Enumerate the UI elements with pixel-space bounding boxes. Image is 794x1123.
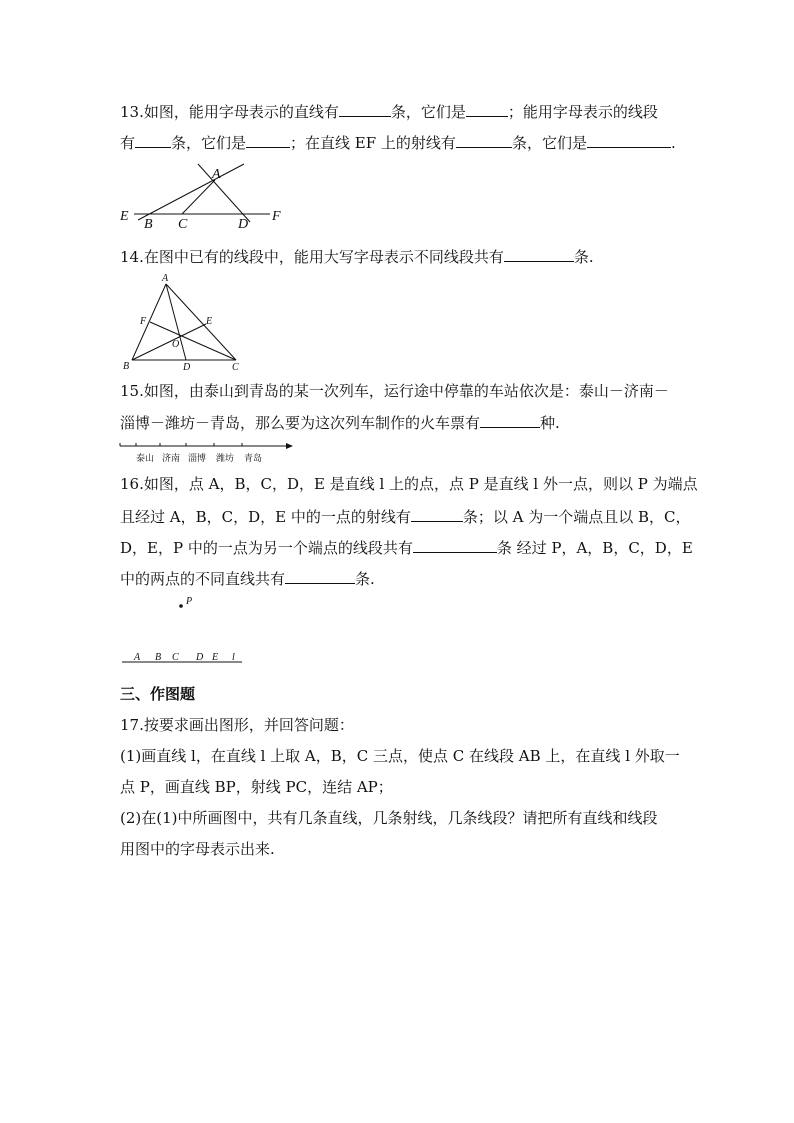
answer-blank[interactable] xyxy=(135,131,171,148)
answer-blank[interactable] xyxy=(466,100,508,117)
q13-line-1: 13.如图，能用字母表示的直线有 条，它们是 ；能用字母表示的线段 xyxy=(120,100,658,123)
label-F: F xyxy=(140,316,147,327)
label-E: E xyxy=(212,652,219,663)
label-E: E xyxy=(206,316,213,327)
q17-line-3: 点 P，画直线 BP，射线 PC，连结 AP； xyxy=(120,778,393,796)
label-B: B xyxy=(123,361,130,372)
answer-blank[interactable] xyxy=(480,411,540,428)
label-A: A xyxy=(134,652,141,663)
label-C: C xyxy=(172,652,179,663)
answer-blank[interactable] xyxy=(246,131,290,148)
label-F: F xyxy=(272,209,281,224)
q17-line-2: (1)画直线 l，在直线 l 上取 A，B，C 三点，使点 C 在线段 AB 上，在直线 l 外取一 xyxy=(120,747,680,765)
label-B: B xyxy=(144,217,153,232)
section-title: 三、作图题 xyxy=(120,685,196,703)
q15-railway-figure xyxy=(118,440,298,466)
answer-blank[interactable] xyxy=(339,100,391,117)
q14-line-1: 14.在图中已有的线段中，能用大写字母表示不同线段共有 条. xyxy=(120,245,594,268)
q16-line-3: D，E，P 中的一点为另一个端点的线段共有 条 经过 P，A，B，C，D，E xyxy=(120,536,693,559)
label-C: C xyxy=(232,362,239,373)
q15-line-2: 淄博－潍坊－青岛，那么要为这次列车制作的火车票有 种. xyxy=(120,411,560,434)
answer-blank[interactable] xyxy=(413,536,497,553)
q16-line-2: 且经过 A，B，C，D，E 中的一点的射线有 条；以 A 为一个端点且以 B，C， xyxy=(120,505,691,528)
answer-blank[interactable] xyxy=(504,245,574,262)
label-D: D xyxy=(196,652,204,663)
q17-line-4: (2)在(1)中所画图中，共有几条直线，几条射线，几条线段？请把所有直线和线段 xyxy=(120,809,658,827)
label-A: A xyxy=(162,273,169,284)
station-label: 青岛 xyxy=(244,454,263,464)
point-P xyxy=(179,604,183,608)
q15-line-1: 15.如图，由泰山到青岛的某一次列车，运行途中停靠的车站依次是：泰山－济南－ xyxy=(120,382,669,400)
label-A: A xyxy=(212,167,221,182)
label-D: D xyxy=(183,362,191,373)
q13-figure xyxy=(118,160,288,232)
station-label: 泰山 xyxy=(136,454,155,464)
q17-line-5: 用图中的字母表示出来. xyxy=(120,840,275,858)
label-P: P xyxy=(186,596,193,607)
q17-line-1: 17.按要求画出图形，并回答问题： xyxy=(120,716,354,734)
answer-blank[interactable] xyxy=(456,131,512,148)
q14-figure xyxy=(120,272,250,372)
q16-line-1: 16.如图，点 A，B，C，D，E 是直线 l 上的点，点 P 是直线 l 外一点，则以 P 为端点 xyxy=(120,475,698,493)
label-B: B xyxy=(155,652,162,663)
label-l: l xyxy=(232,652,235,663)
station-label: 济南 xyxy=(162,454,181,464)
q16-line-4: 中的两点的不同直线共有 条. xyxy=(120,567,375,590)
station-label: 潍坊 xyxy=(216,454,235,464)
label-D: D xyxy=(238,217,249,232)
label-O: O xyxy=(172,339,180,350)
label-C: C xyxy=(178,217,188,232)
station-label: 淄博 xyxy=(188,454,207,464)
q16-figure xyxy=(118,592,258,668)
answer-blank[interactable] xyxy=(285,567,355,584)
answer-blank[interactable] xyxy=(411,505,463,522)
answer-blank[interactable] xyxy=(587,131,671,148)
q13-line-2: 有 条，它们是 ；在直线 EF 上的射线有 条，它们是 . xyxy=(120,131,676,154)
label-E: E xyxy=(120,209,129,224)
